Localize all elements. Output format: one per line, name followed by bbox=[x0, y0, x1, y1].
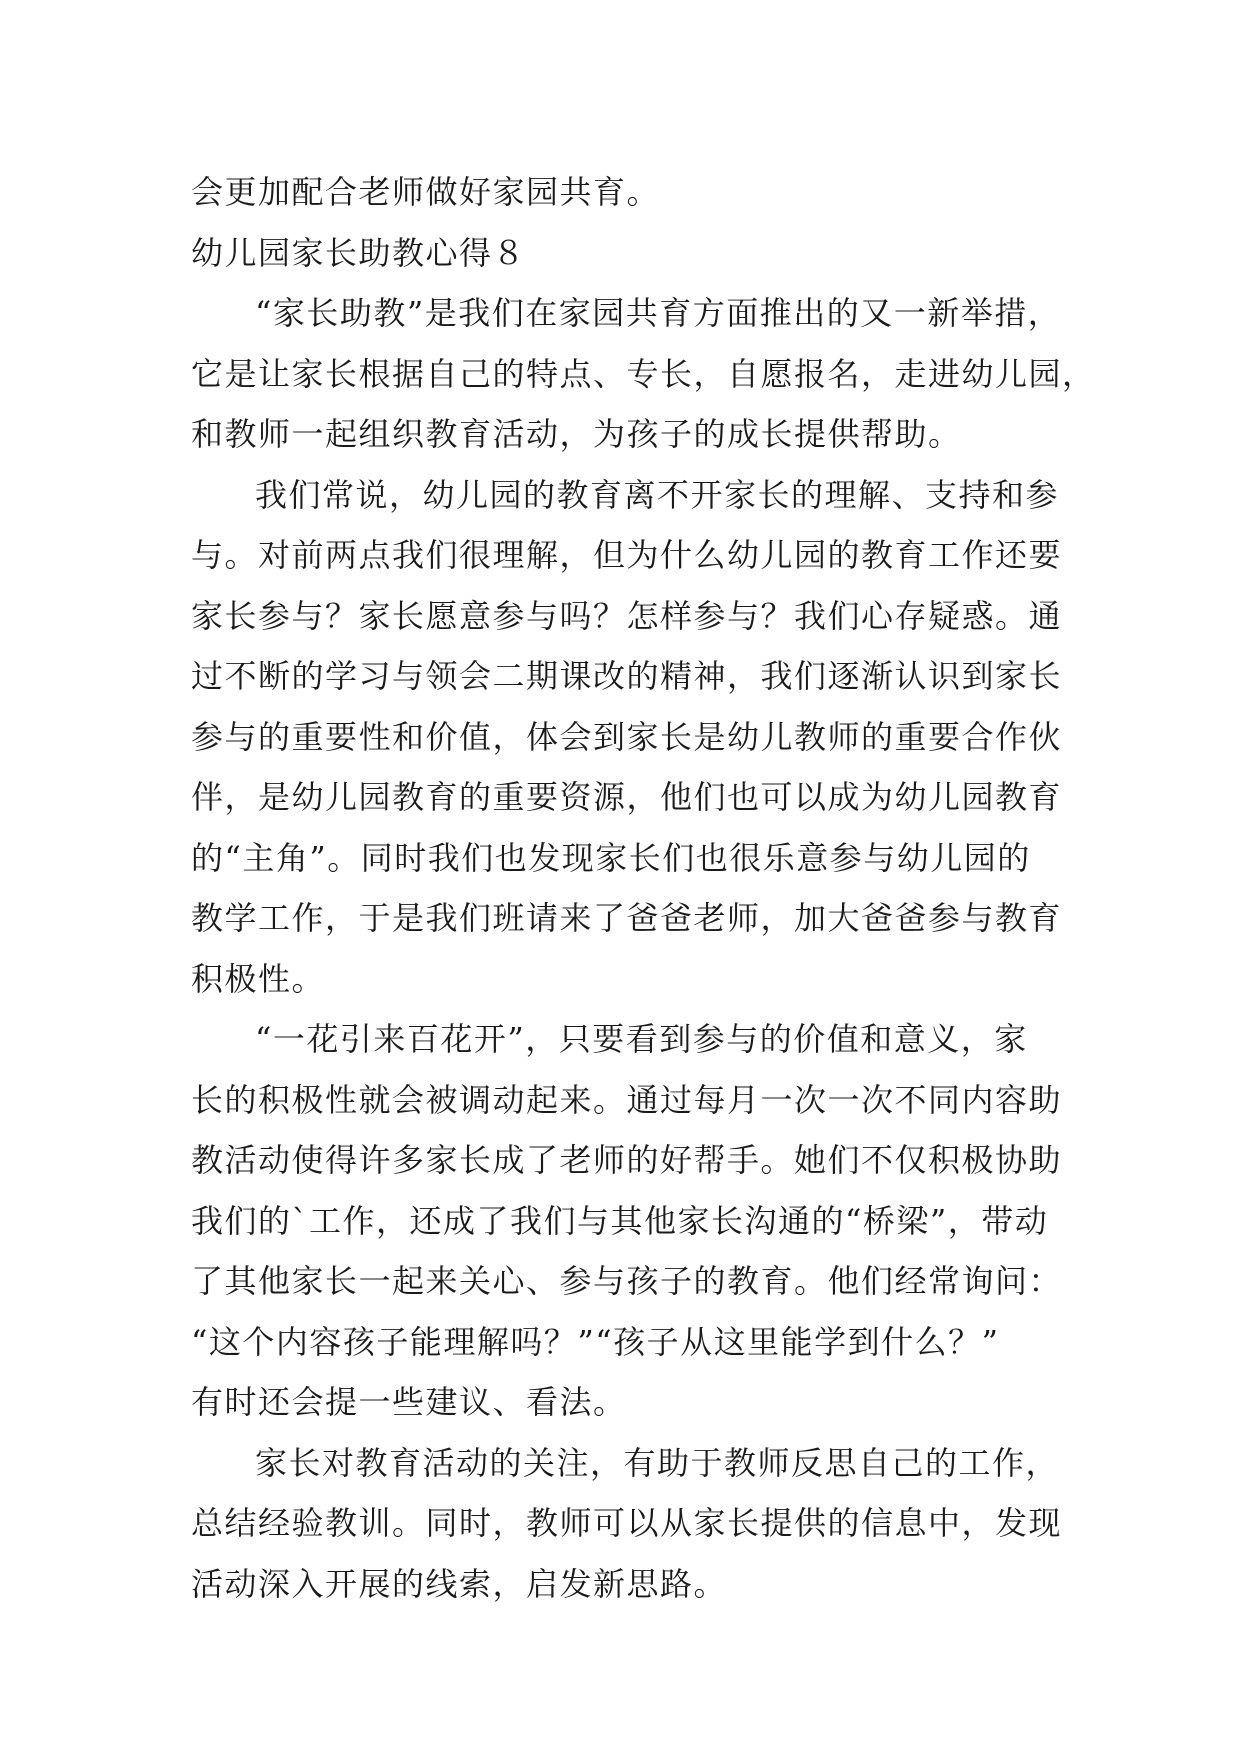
text-line: 有时还会提一些建议、看法。 bbox=[191, 1383, 627, 1421]
text-line: 教活动使得许多家长成了老师的好帮手。她们不仅积极协助 bbox=[191, 1141, 1063, 1179]
text-line: 和教师一起组织教育活动，为孩子的成长提供帮助。 bbox=[191, 415, 962, 453]
text-line: 教学工作，于是我们班请来了爸爸老师，加大爸爸参与教育 bbox=[191, 899, 1063, 937]
text-line: 参与的重要性和价值，体会到家长是幼儿教师的重要合作伙 bbox=[191, 717, 1063, 756]
text-line: 了其他家长一起来关心、参与孩子的教育。他们经常询问： bbox=[191, 1262, 1063, 1300]
text-line: 长的积极性就会被调动起来。通过每月一次一次不同内容助 bbox=[191, 1080, 1063, 1119]
text-line: 总结经验教训。同时，教师可以从家长提供的信息中，发现 bbox=[191, 1504, 1063, 1542]
text-line: 过不断的学习与领会二期课改的精神，我们逐渐认识到家长 bbox=[191, 657, 1063, 695]
text-line: “一花引来百花开”，只要看到参与的价值和意义，家 bbox=[255, 1020, 1028, 1058]
text-line: 我们的`工作，还成了我们与其他家长沟通的“桥梁”，带动 bbox=[191, 1201, 1049, 1240]
text-line: 的“主角”。同时我们也发现家长们也很乐意参与幼儿园的 bbox=[191, 838, 1031, 877]
document-body bbox=[191, 162, 1096, 1614]
text-line: “家长助教”是我们在家园共育方面推出的又一新举措， bbox=[255, 294, 1062, 332]
text-line: 活动深入开展的线索，启发新思路。 bbox=[191, 1564, 728, 1603]
text-line: 与。对前两点我们很理解，但为什么幼儿园的教育工作还要 bbox=[191, 536, 1063, 574]
text-line: 会更加配合老师做好家园共育。 bbox=[191, 173, 661, 211]
text-line: 积极性。 bbox=[191, 959, 326, 998]
text-line: 家长对教育活动的关注，有助于教师反思自己的工作， bbox=[255, 1443, 1060, 1482]
text-line: 家长参与？家长愿意参与吗？怎样参与？我们心存疑惑。通 bbox=[191, 596, 1063, 635]
section-title: 幼儿园家长助教心得８ bbox=[191, 233, 527, 272]
text-line: 我们常说，幼儿园的教育离不开家长的理解、支持和参 bbox=[255, 475, 1060, 514]
text-line: 伴，是幼儿园教育的重要资源，他们也可以成为幼儿园教育 bbox=[191, 778, 1063, 816]
text-line: 它是让家长根据自己的特点、专长，自愿报名，走进幼儿园， bbox=[191, 354, 1096, 393]
text-line: “这个内容孩子能理解吗？”“孩子从这里能学到什么？” bbox=[191, 1322, 1000, 1361]
